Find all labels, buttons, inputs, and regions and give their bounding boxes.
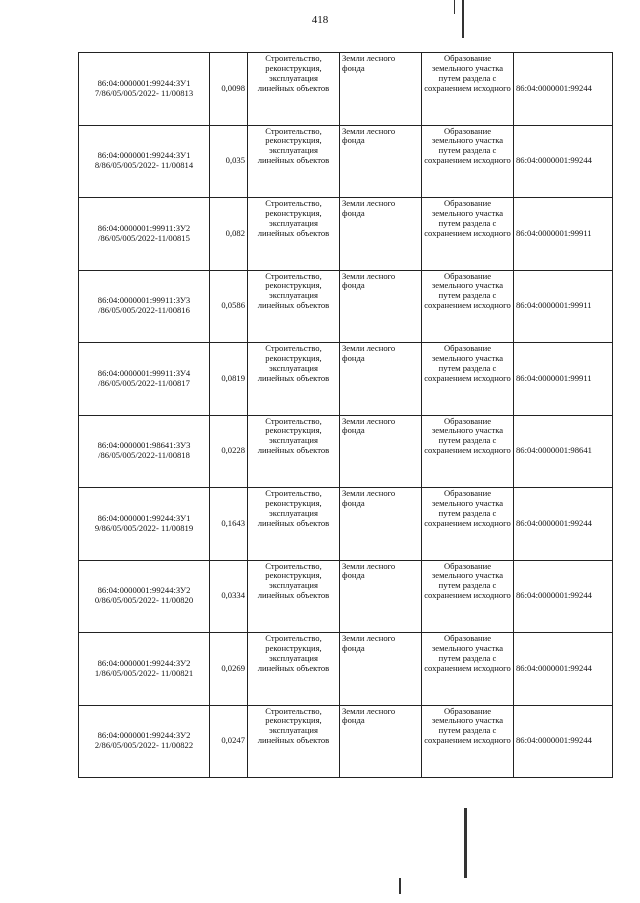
cadastral-number-cell: 86:04:0000001:99244:ЗУ2 1/86/05/005/2022- 11/00821	[79, 633, 210, 706]
source-plot-cell: 86:04:0000001:99244	[514, 488, 613, 561]
scan-mark-top-short	[454, 0, 455, 14]
land-category-cell: Земли лесного фонда	[340, 705, 422, 778]
land-category-cell: Земли лесного фонда	[340, 415, 422, 488]
table-row	[79, 125, 613, 198]
area-cell: 0,1643	[210, 488, 248, 561]
source-plot-cell: 86:04:0000001:99244	[514, 633, 613, 706]
permitted-use-cell: Строительство, реконструкция, эксплуатация линейных объектов	[248, 343, 340, 416]
land-category-cell: Земли лесного фонда	[340, 343, 422, 416]
cadastral-number-cell: 86:04:0000001:99911:ЗУ4 /86/05/005/2022-11/00817	[79, 343, 210, 416]
area-cell: 0,0098	[210, 53, 248, 126]
source-plot-cell: 86:04:0000001:99244	[514, 705, 613, 778]
formation-method-cell: Образование земельного участка путем раздела с сохранением исходного	[422, 270, 514, 343]
cadastral-number-cell: 86:04:0000001:99244:ЗУ1 9/86/05/005/2022- 11/00819	[79, 488, 210, 561]
land-category-cell: Земли лесного фонда	[340, 633, 422, 706]
cadastral-number-cell: 86:04:0000001:98641:ЗУ3 /86/05/005/2022-11/00818	[79, 415, 210, 488]
formation-method-cell: Образование земельного участка путем раздела с сохранением исходного	[422, 415, 514, 488]
permitted-use-cell: Строительство, реконструкция, эксплуатация линейных объектов	[248, 198, 340, 271]
permitted-use-cell: Строительство, реконструкция, эксплуатация линейных объектов	[248, 415, 340, 488]
table-row	[79, 53, 613, 126]
area-cell: 0,0247	[210, 705, 248, 778]
formation-method-cell: Образование земельного участка путем раздела с сохранением исходного	[422, 488, 514, 561]
cadastral-number-cell: 86:04:0000001:99244:ЗУ1 8/86/05/005/2022- 11/00814	[79, 125, 210, 198]
area-cell: 0,0228	[210, 415, 248, 488]
source-plot-cell: 86:04:0000001:99911	[514, 343, 613, 416]
scan-mark-bottom	[464, 808, 467, 878]
area-cell: 0,0334	[210, 560, 248, 633]
permitted-use-cell: Строительство, реконструкция, эксплуатация линейных объектов	[248, 125, 340, 198]
table-row	[79, 198, 613, 271]
formation-method-cell: Образование земельного участка путем раздела с сохранением исходного	[422, 560, 514, 633]
source-plot-cell: 86:04:0000001:99911	[514, 198, 613, 271]
table-row	[79, 415, 613, 488]
permitted-use-cell: Строительство, реконструкция, эксплуатация линейных объектов	[248, 488, 340, 561]
permitted-use-cell: Строительство, реконструкция, эксплуатация линейных объектов	[248, 705, 340, 778]
land-plots-table	[78, 52, 613, 778]
land-category-cell: Земли лесного фонда	[340, 560, 422, 633]
formation-method-cell: Образование земельного участка путем раздела с сохранением исходного	[422, 705, 514, 778]
cadastral-number-cell: 86:04:0000001:99911:ЗУ3 /86/05/005/2022-11/00816	[79, 270, 210, 343]
land-category-cell: Земли лесного фонда	[340, 270, 422, 343]
cadastral-number-cell: 86:04:0000001:99244:ЗУ2 2/86/05/005/2022- 11/00822	[79, 705, 210, 778]
source-plot-cell: 86:04:0000001:99244	[514, 560, 613, 633]
table-row	[79, 633, 613, 706]
source-plot-cell: 86:04:0000001:99244	[514, 125, 613, 198]
scan-mark-top	[462, 0, 464, 38]
table-row	[79, 560, 613, 633]
formation-method-cell: Образование земельного участка путем раздела с сохранением исходного	[422, 198, 514, 271]
source-plot-cell: 86:04:0000001:98641	[514, 415, 613, 488]
cadastral-number-cell: 86:04:0000001:99244:ЗУ2 0/86/05/005/2022- 11/00820	[79, 560, 210, 633]
source-plot-cell: 86:04:0000001:99244	[514, 53, 613, 126]
area-cell: 0,0819	[210, 343, 248, 416]
area-cell: 0,035	[210, 125, 248, 198]
land-category-cell: Земли лесного фонда	[340, 53, 422, 126]
scan-mark-bottom-left	[399, 878, 401, 894]
formation-method-cell: Образование земельного участка путем раздела с сохранением исходного	[422, 343, 514, 416]
source-plot-cell: 86:04:0000001:99911	[514, 270, 613, 343]
page-number: 418	[311, 14, 329, 26]
table-row	[79, 488, 613, 561]
permitted-use-cell: Строительство, реконструкция, эксплуатация линейных объектов	[248, 270, 340, 343]
cadastral-number-cell: 86:04:0000001:99244:ЗУ1 7/86/05/005/2022- 11/00813	[79, 53, 210, 126]
formation-method-cell: Образование земельного участка путем раздела с сохранением исходного	[422, 125, 514, 198]
table-row	[79, 270, 613, 343]
permitted-use-cell: Строительство, реконструкция, эксплуатация линейных объектов	[248, 560, 340, 633]
land-category-cell: Земли лесного фонда	[340, 198, 422, 271]
area-cell: 0,0269	[210, 633, 248, 706]
permitted-use-cell: Строительство, реконструкция, эксплуатация линейных объектов	[248, 53, 340, 126]
cadastral-number-cell: 86:04:0000001:99911:ЗУ2 /86/05/005/2022-11/00815	[79, 198, 210, 271]
area-cell: 0,0586	[210, 270, 248, 343]
formation-method-cell: Образование земельного участка путем раздела с сохранением исходного	[422, 633, 514, 706]
land-category-cell: Земли лесного фонда	[340, 125, 422, 198]
area-cell: 0,082	[210, 198, 248, 271]
permitted-use-cell: Строительство, реконструкция, эксплуатация линейных объектов	[248, 633, 340, 706]
table-body	[79, 53, 613, 778]
table-row	[79, 705, 613, 778]
table-row	[79, 343, 613, 416]
formation-method-cell: Образование земельного участка путем раздела с сохранением исходного	[422, 53, 514, 126]
land-category-cell: Земли лесного фонда	[340, 488, 422, 561]
